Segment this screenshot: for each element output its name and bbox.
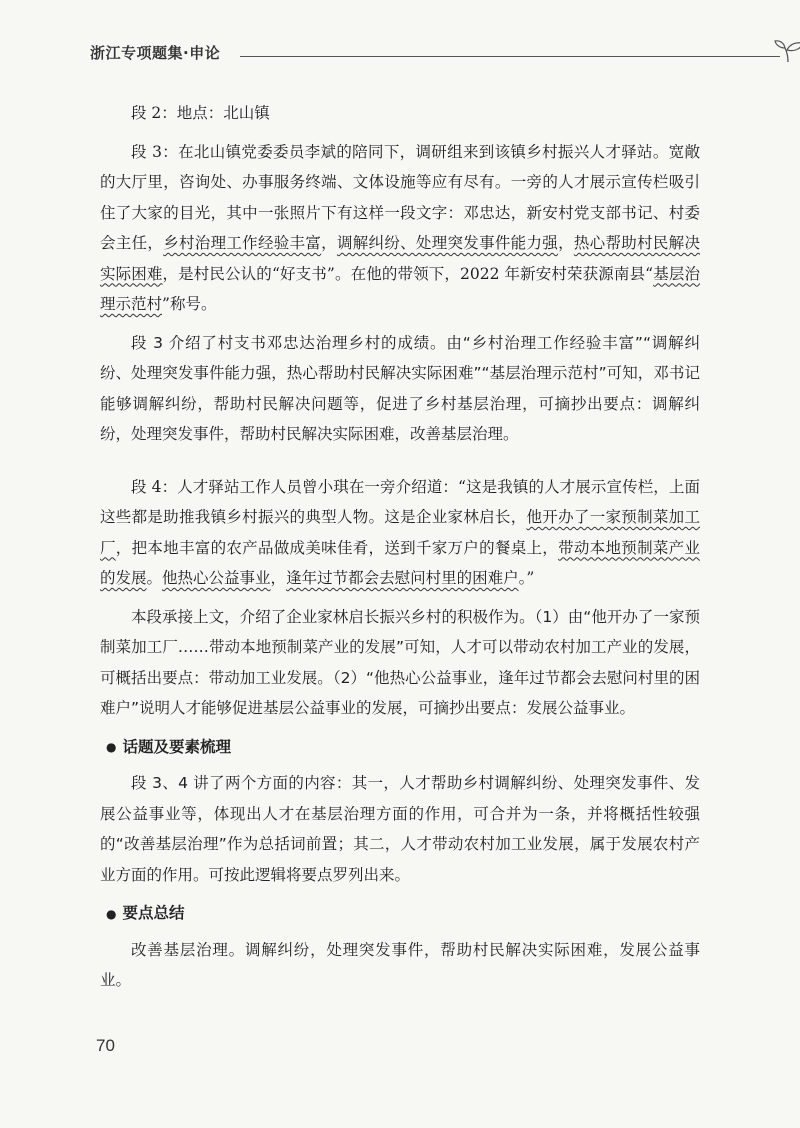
- text-run: 段 2：地点：北山镇: [131, 104, 270, 122]
- text-run: ，: [558, 234, 574, 252]
- text-run: ，: [270, 569, 287, 587]
- text-run: ，是村民公认的“好支书”。在他的带领下，2022 年新安村荣获源南县“: [162, 264, 654, 283]
- source-paragraph: [100, 137, 700, 320]
- text-run: 本段承接上文，介绍了企业家林启长振兴乡村的积极作为。（1）由“他开办了一家预制菜加工厂……带动本地预制菜产业的发展”可知，人才可以带动农村加工产业的发展，可概括出要点：带动加工业发展。（2）“他热心公益事业，逢年过节都会去慰问村里的困难户”说明人才能够促进基层公益事业的发展，可摘抄出要点：发展公益事业。: [100, 607, 700, 717]
- sprout-icon: [772, 38, 800, 64]
- text-run: 要点总结: [122, 904, 185, 922]
- analysis-paragraph: [100, 935, 700, 996]
- underlined-key-phrase: 调解纠纷、处理突发事件能力强: [336, 234, 559, 252]
- underlined-key-phrase: 他热心公益事业: [162, 569, 271, 587]
- section-heading: [100, 732, 700, 763]
- page-number: 70: [96, 1036, 115, 1055]
- section-gap: [100, 458, 700, 472]
- bullet-icon: ●: [106, 906, 117, 921]
- analysis-paragraph: [100, 328, 700, 450]
- book-title: 浙江专项题集·申论: [90, 44, 221, 62]
- analysis-paragraph: [100, 602, 700, 724]
- underlined-key-phrase: 乡村治理工作经验丰富: [163, 234, 322, 252]
- text-run: ，: [321, 234, 337, 252]
- page-body: [100, 98, 700, 1004]
- text-run: 段 3、4 讲了两个方面的内容：其一，人才帮助乡村调解纠纷、处理突发事件、发展公益事业等，体现出人才在基层治理方面的作用，可合并为一条，并将概括性较强的“改善基层治理”作为总括词前置；其二，人才带动农村加工业发展，属于发展农村产业方面的作用。可按此逻辑将要点罗列出来。: [100, 774, 700, 884]
- text-run: ”称号。: [162, 295, 217, 313]
- text-run: 话题及要素梳理: [122, 737, 231, 756]
- source-paragraph: [100, 98, 700, 129]
- underlined-key-phrase: 基层治理示范村: [100, 264, 700, 313]
- text-run: 。”: [518, 569, 535, 587]
- text-run: 段 3：在北山镇党委委员李斌的陪同下，调研组来到该镇乡村振兴人才驿站。宽敞的大厅里，咨询处、办事服务终端、文体设施等应有尽有。一旁的人才展示宣传栏吸引住了大家的目光，其中一张照片下有这样一段文字：邓忠达，新安村党支部书记、村委会主任，: [100, 142, 700, 252]
- source-paragraph: [100, 472, 700, 594]
- underlined-key-phrase: 带动本地预制菜产业的发展: [100, 538, 700, 587]
- running-header: [90, 38, 730, 68]
- header-rule: [240, 56, 780, 57]
- text-run: 。: [146, 569, 163, 587]
- section-heading: [100, 898, 700, 929]
- text-run: ，把本地丰富的农产品做成美味佳肴，送到千家万户的餐桌上，: [115, 538, 559, 557]
- text-run: 段 4：人才驿站工作人员曾小琪在一旁介绍道：“这是我镇的人才展示宣传栏，上面这些都是助推我镇乡村振兴的典型人物。这是企业家林启长，: [100, 477, 700, 526]
- underlined-key-phrase: 逢年过节都会去慰问村里的困难户: [286, 569, 519, 587]
- analysis-paragraph: [100, 768, 700, 890]
- underlined-key-phrase: 他开办了一家预制菜加工厂: [100, 508, 700, 557]
- bullet-icon: ●: [106, 740, 117, 754]
- text-run: 段 3 介绍了村支书邓忠达治理乡村的成绩。由“乡村治理工作经验丰富”“调解纠纷、处理突发事件能力强，热心帮助村民解决实际困难”“基层治理示范村”可知，邓书记能够调解纠纷，帮助村民解决问题等，促进了乡村基层治理，可摘抄出要点：调解纠纷，处理突发事件，帮助村民解决实际困难，改善基层治理。: [100, 333, 700, 443]
- text-run: 改善基层治理。调解纠纷，处理突发事件，帮助村民解决实际困难，发展公益事业。: [100, 940, 700, 989]
- underlined-key-phrase: 热心帮助村民解决实际困难: [100, 234, 700, 283]
